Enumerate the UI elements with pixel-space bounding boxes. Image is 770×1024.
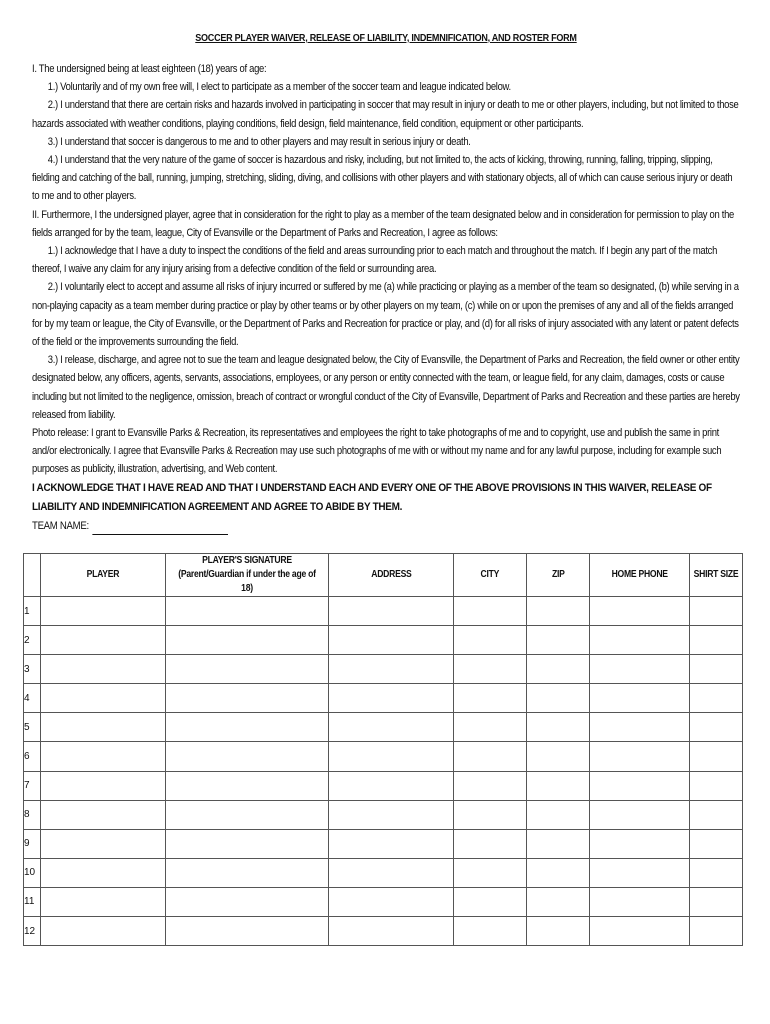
- player-cell[interactable]: [41, 800, 166, 829]
- home-phone-cell[interactable]: [590, 800, 690, 829]
- player-cell[interactable]: [41, 917, 166, 946]
- address-cell[interactable]: [329, 917, 454, 946]
- section-2-heading: II. Furthermore, I the undersigned player, agree that in consideration for the right to play as a member of the team designated below and in consideration for permission to play on the fields arranged for by the team, league, City of Evansville or the Department of Parks and Recreation, I agree as follows:: [32, 208, 734, 239]
- signature-cell[interactable]: [166, 597, 329, 626]
- table-row: [24, 597, 743, 626]
- city-cell[interactable]: [454, 713, 527, 742]
- zip-cell[interactable]: [527, 684, 590, 713]
- table-row: [24, 655, 743, 684]
- section-1-item-4: 4.) I understand that the very nature of the game of soccer is hazardous and risky, including, but not limited to, the acts of kicking, throwing, running, falling, tripping, slipping, fielding and catching of the ball, running, jumping, stretching, sliding, diving, and collisions with other players and with stationary objects, all of which can cause serious injury or death to me and to other players.: [32, 154, 733, 203]
- address-cell[interactable]: [329, 858, 454, 887]
- zip-cell[interactable]: [527, 887, 590, 916]
- row-number: 9: [24, 829, 41, 858]
- home-phone-cell[interactable]: [590, 917, 690, 946]
- address-cell[interactable]: [329, 829, 454, 858]
- signature-cell[interactable]: [166, 800, 329, 829]
- city-cell[interactable]: [454, 655, 527, 684]
- header-signature: PLAYER'S SIGNATURE (Parent/Guardian if under the age of 18): [166, 554, 329, 597]
- row-number: 1: [24, 597, 41, 626]
- shirt-size-cell[interactable]: [690, 684, 743, 713]
- row-number: 4: [24, 684, 41, 713]
- shirt-size-cell[interactable]: [690, 887, 743, 916]
- table-row: [24, 771, 743, 800]
- row-number: 10: [24, 858, 41, 887]
- city-cell[interactable]: [454, 800, 527, 829]
- city-cell[interactable]: [454, 858, 527, 887]
- zip-cell[interactable]: [527, 771, 590, 800]
- table-row: [24, 829, 743, 858]
- shirt-size-cell[interactable]: [690, 771, 743, 800]
- address-cell[interactable]: [329, 742, 454, 771]
- player-cell[interactable]: [41, 858, 166, 887]
- city-cell[interactable]: [454, 771, 527, 800]
- player-cell[interactable]: [41, 713, 166, 742]
- address-cell[interactable]: [329, 713, 454, 742]
- signature-cell[interactable]: [166, 829, 329, 858]
- photo-release: Photo release: I grant to Evansville Parks & Recreation, its representatives and employees the right to take photographs of me and to copyright, use and publish the same in print and/or electronically. I agree that Evansville Parks & Recreation may use such photographs of me with or without my name and for any lawful purpose, including for example such purposes as publicity, illustration, advertising, and Web content.: [32, 427, 722, 476]
- section-1-item-2: 2.) I understand that there are certain risks and hazards involved in participating in soccer that may result in injury or death to me or other players, including, but not limited to those hazards associated with weather conditions, playing conditions, field design, field maintenance, field condition, equipment or other participants.: [32, 99, 739, 130]
- zip-cell[interactable]: [527, 742, 590, 771]
- row-number: 5: [24, 713, 41, 742]
- home-phone-cell[interactable]: [590, 829, 690, 858]
- row-number: 8: [24, 800, 41, 829]
- header-city: CITY: [454, 554, 527, 597]
- team-name-field[interactable]: [92, 522, 228, 535]
- header-player: PLAYER: [41, 554, 166, 597]
- shirt-size-cell[interactable]: [690, 597, 743, 626]
- section-1-item-3: 3.) I understand that soccer is dangerous to me and to other players and may result in serious injury or death.: [47, 135, 471, 148]
- roster-header-row: [24, 554, 743, 597]
- signature-cell[interactable]: [166, 917, 329, 946]
- header-zip: ZIP: [527, 554, 590, 597]
- table-row: [24, 626, 743, 655]
- team-name-row: [32, 517, 740, 535]
- shirt-size-cell[interactable]: [690, 858, 743, 887]
- table-row: [24, 858, 743, 887]
- row-number: 6: [24, 742, 41, 771]
- zip-cell[interactable]: [527, 655, 590, 684]
- team-name-label: TEAM NAME:: [32, 519, 89, 532]
- city-cell[interactable]: [454, 742, 527, 771]
- home-phone-cell[interactable]: [590, 713, 690, 742]
- zip-cell[interactable]: [527, 858, 590, 887]
- player-cell[interactable]: [41, 684, 166, 713]
- row-number: 3: [24, 655, 41, 684]
- shirt-size-cell[interactable]: [690, 655, 743, 684]
- city-cell[interactable]: [454, 887, 527, 916]
- table-row: [24, 800, 743, 829]
- home-phone-cell[interactable]: [590, 626, 690, 655]
- player-cell[interactable]: [41, 742, 166, 771]
- header-number: [24, 554, 41, 597]
- zip-cell[interactable]: [527, 713, 590, 742]
- signature-cell[interactable]: [166, 858, 329, 887]
- city-cell[interactable]: [454, 917, 527, 946]
- address-cell[interactable]: [329, 684, 454, 713]
- zip-cell[interactable]: [527, 626, 590, 655]
- player-cell[interactable]: [41, 829, 166, 858]
- header-shirt-size: SHIRT SIZE: [690, 554, 743, 597]
- section-1-item-1: 1.) Voluntarily and of my own free will, I elect to participate as a member of the soccer team and league indicated below.: [47, 81, 511, 94]
- shirt-size-cell[interactable]: [690, 626, 743, 655]
- waiver-body: [32, 60, 740, 535]
- section-2-item-1: 1.) I acknowledge that I have a duty to inspect the conditions of the field and areas surrounding prior to each match and throughout the match. If I begin any part of the match thereof, I waive any claim for any injury arising from a defective condition of the field or surrounding area.: [32, 245, 718, 276]
- section-2-item-3: 3.) I release, discharge, and agree not to sue the team and league designated below, the City of Evansville, the Department of Parks and Recreation, the field owner or other entity designated below, any officers, agents, servants, associations, employees, or any person or entity connected with the team, or league field, for any claim, damages, costs or cause including but not limited to the negligence, omission, breach of contract or wrongful conduct of the City of Evansville, Department of Parks and Recreation and these parties are hereby released from liability.: [32, 354, 740, 421]
- address-cell[interactable]: [329, 597, 454, 626]
- section-2-item-2: 2.) I voluntarily elect to accept and assume all risks of injury incurred or suffered by me (a) while practicing or playing as a member of the team so designated, (b) while serving in a non-playing capacity as a team member during practice or play by other teams or by other players on my team, (c) while on or upon the premises of any and all of the fields arranged for by my team or league, the City of Evansville, or the Department of Parks and Recreation for practice or play, and (d) for all risks of injury associated with any latent or patent defects of the field or the improvements surrounding the field.: [32, 281, 739, 349]
- waiver-document: [32, 32, 740, 535]
- signature-cell[interactable]: [166, 626, 329, 655]
- city-cell[interactable]: [454, 597, 527, 626]
- home-phone-cell[interactable]: [590, 887, 690, 916]
- player-cell[interactable]: [41, 626, 166, 655]
- roster-table: [23, 553, 743, 946]
- zip-cell[interactable]: [527, 800, 590, 829]
- shirt-size-cell[interactable]: [690, 742, 743, 771]
- signature-cell[interactable]: [166, 771, 329, 800]
- home-phone-cell[interactable]: [590, 771, 690, 800]
- city-cell[interactable]: [454, 829, 527, 858]
- address-cell[interactable]: [329, 626, 454, 655]
- player-cell[interactable]: [41, 597, 166, 626]
- row-number: 7: [24, 771, 41, 800]
- address-cell[interactable]: [329, 771, 454, 800]
- zip-cell[interactable]: [527, 917, 590, 946]
- address-cell[interactable]: [329, 655, 454, 684]
- home-phone-cell[interactable]: [590, 655, 690, 684]
- table-row: [24, 742, 743, 771]
- row-number: 12: [24, 917, 41, 946]
- header-home-phone: HOME PHONE: [590, 554, 690, 597]
- player-cell[interactable]: [41, 887, 166, 916]
- address-cell[interactable]: [329, 800, 454, 829]
- table-row: [24, 684, 743, 713]
- signature-cell[interactable]: [166, 887, 329, 916]
- acknowledgement: I ACKNOWLEDGE THAT I HAVE READ AND THAT I UNDERSTAND EACH AND EVERY ONE OF THE ABOVE PROVISIONS IN THIS WAIVER, RELEASE OF LIABILITY AND INDEMNIFICATION AGREEMENT AND AGREE TO ABIDE BY THEM.: [32, 481, 712, 513]
- home-phone-cell[interactable]: [590, 858, 690, 887]
- zip-cell[interactable]: [527, 829, 590, 858]
- zip-cell[interactable]: [527, 597, 590, 626]
- home-phone-cell[interactable]: [590, 742, 690, 771]
- table-row: [24, 887, 743, 916]
- player-cell[interactable]: [41, 771, 166, 800]
- signature-cell[interactable]: [166, 684, 329, 713]
- row-number: 11: [24, 887, 41, 916]
- address-cell[interactable]: [329, 887, 454, 916]
- city-cell[interactable]: [454, 684, 527, 713]
- form-title: SOCCER PLAYER WAIVER, RELEASE OF LIABILITY, INDEMNIFICATION, AND ROSTER FORM: [195, 32, 577, 44]
- header-address: ADDRESS: [329, 554, 454, 597]
- section-1-heading: I. The undersigned being at least eighteen (18) years of age:: [32, 63, 267, 75]
- shirt-size-cell[interactable]: [690, 829, 743, 858]
- signature-cell[interactable]: [166, 742, 329, 771]
- home-phone-cell[interactable]: [590, 597, 690, 626]
- signature-cell[interactable]: [166, 713, 329, 742]
- shirt-size-cell[interactable]: [690, 800, 743, 829]
- shirt-size-cell[interactable]: [690, 917, 743, 946]
- table-row: [24, 713, 743, 742]
- table-row: [24, 917, 743, 946]
- player-cell[interactable]: [41, 655, 166, 684]
- signature-cell[interactable]: [166, 655, 329, 684]
- home-phone-cell[interactable]: [590, 684, 690, 713]
- shirt-size-cell[interactable]: [690, 713, 743, 742]
- row-number: 2: [24, 626, 41, 655]
- city-cell[interactable]: [454, 626, 527, 655]
